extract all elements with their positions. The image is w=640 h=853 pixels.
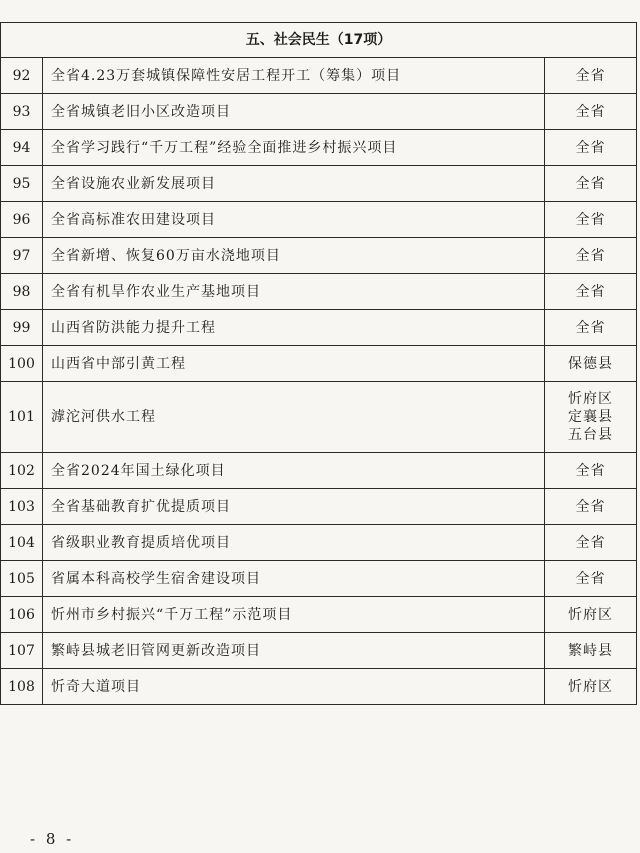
project-name: 忻州市乡村振兴“千万工程”示范项目 [43,597,545,633]
table-row [1,382,637,453]
project-location [545,453,637,489]
row-number: 100 [1,346,43,382]
project-location [545,58,637,94]
project-location [545,525,637,561]
project-location [545,346,637,382]
location-name: 全省 [575,319,606,336]
location-name: 繁峙县 [568,642,613,659]
location-name: 全省 [575,247,606,264]
project-name: 全省有机旱作农业生产基地项目 [43,274,545,310]
project-name: 全省城镇老旧小区改造项目 [43,94,545,130]
location-name: 保德县 [568,355,613,372]
location-name: 忻府区 [568,678,613,695]
project-name: 全省高标准农田建设项目 [43,202,545,238]
project-location [545,489,637,525]
row-number: 98 [1,274,43,310]
table-row [1,633,637,669]
row-number: 93 [1,94,43,130]
project-location [545,238,637,274]
table-row [1,525,637,561]
table-row [1,166,637,202]
project-table-body [1,23,637,705]
project-name: 全省设施农业新发展项目 [43,166,545,202]
table-row [1,274,637,310]
row-number: 105 [1,561,43,597]
location-name: 全省 [575,211,606,228]
project-name: 全省新增、恢复60万亩水浇地项目 [43,238,545,274]
location-name: 忻府区 [568,391,613,407]
project-location [545,382,637,453]
project-location [545,274,637,310]
row-number: 96 [1,202,43,238]
table-row [1,310,637,346]
table-row [1,453,637,489]
project-location [545,130,637,166]
project-name: 滹沱河供水工程 [43,382,545,453]
project-name: 繁峙县城老旧管网更新改造项目 [43,633,545,669]
project-name: 省级职业教育提质培优项目 [43,525,545,561]
row-number: 108 [1,669,43,705]
row-number: 101 [1,382,43,453]
location-name: 全省 [575,570,606,587]
row-number: 94 [1,130,43,166]
project-location [545,597,637,633]
table-row [1,489,637,525]
table-row [1,238,637,274]
location-name: 忻府区 [568,606,613,623]
project-name: 全省基础教育扩优提质项目 [43,489,545,525]
project-name: 全省学习践行“千万工程”经验全面推进乡村振兴项目 [43,130,545,166]
row-number: 92 [1,58,43,94]
table-row [1,130,637,166]
location-name: 全省 [575,534,606,551]
project-location [545,561,637,597]
page-number: - 8 - [30,830,75,848]
location-name: 全省 [575,498,606,515]
table-row [1,58,637,94]
row-number: 106 [1,597,43,633]
location-name: 全省 [575,139,606,156]
project-table [0,22,637,705]
location-name: 全省 [575,67,606,84]
project-location [545,166,637,202]
project-name: 全省4.23万套城镇保障性安居工程开工（筹集）项目 [43,58,545,94]
location-name: 全省 [575,175,606,192]
row-number: 103 [1,489,43,525]
table-row [1,346,637,382]
table-row [1,597,637,633]
project-location [545,633,637,669]
project-name: 全省2024年国土绿化项目 [43,453,545,489]
row-number: 99 [1,310,43,346]
project-location [545,669,637,705]
table-row [1,561,637,597]
location-name: 五台县 [568,427,613,443]
table-row [1,94,637,130]
section-heading: 五、社会民生（17项） [1,23,637,58]
table-row [1,669,637,705]
project-name: 忻奇大道项目 [43,669,545,705]
project-name: 省属本科高校学生宿舍建设项目 [43,561,545,597]
location-name: 全省 [575,462,606,479]
project-name: 山西省中部引黄工程 [43,346,545,382]
location-name: 全省 [575,283,606,300]
row-number: 104 [1,525,43,561]
project-location [545,94,637,130]
project-location [545,202,637,238]
row-number: 102 [1,453,43,489]
table-row [1,202,637,238]
section-heading-row [1,23,637,58]
project-location [545,310,637,346]
row-number: 97 [1,238,43,274]
location-name: 定襄县 [568,409,613,425]
row-number: 95 [1,166,43,202]
row-number: 107 [1,633,43,669]
location-name: 全省 [575,103,606,120]
project-name: 山西省防洪能力提升工程 [43,310,545,346]
